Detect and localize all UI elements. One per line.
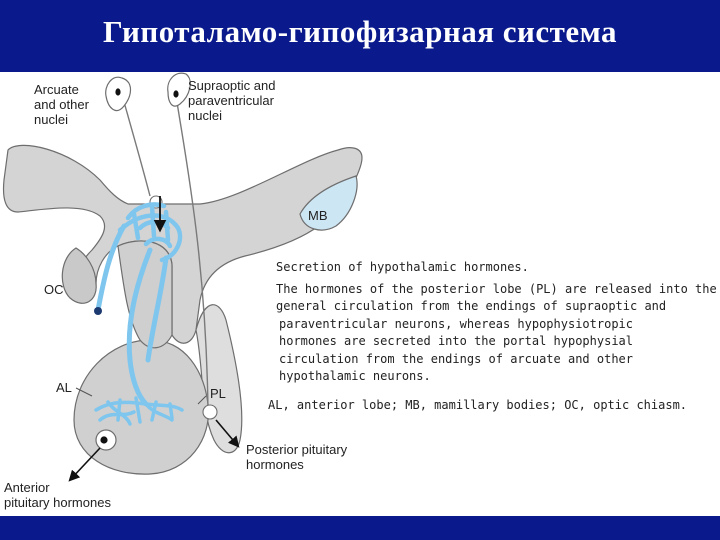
- bottom-bar: [0, 516, 720, 540]
- abbreviations-caption: AL, anterior lobe; MB, mamillary bodies; OC, optic chiasm.: [268, 398, 688, 412]
- caption-heading: Secretion of hypothalamic hormones.: [276, 260, 529, 274]
- al-label: AL: [56, 380, 72, 395]
- anterior-hormones-arrow: [70, 448, 100, 480]
- arcuate-nucleus-dot: [115, 88, 120, 95]
- slide-title: Гипоталамо-гипофизарная система: [102, 14, 618, 49]
- portal-vessel-end: [94, 307, 102, 315]
- anterior-hormones-label: Anterior pituitary hormones: [4, 480, 111, 510]
- pl-label: PL: [210, 386, 226, 401]
- anterior-cell-nucleus: [100, 436, 107, 443]
- mb-label: MB: [308, 208, 328, 223]
- oc-label: OC: [44, 282, 64, 297]
- supraoptic-nuclei-label: Supraoptic and paraventricular nuclei: [188, 78, 276, 123]
- figure-caption: Secretion of hypothalamic hormones. The hormones of the posterior lobe (PL) are released into the general circulation from the endings of supraoptic and paraventricular neurons, whereas hypophysiotropic hormones are secreted into the portal hypophysial circulation from the endings of arcuate and other hypothalamic neurons.: [276, 260, 717, 383]
- arcuate-nuclei-label: Arcuate and other nuclei: [34, 82, 89, 127]
- supraoptic-neuron-cell: [168, 73, 191, 106]
- supraoptic-nucleus-dot: [173, 90, 178, 97]
- posterior-hormones-label: Posterior pituitary hormones: [246, 442, 348, 472]
- supraoptic-axon-ending: [203, 405, 217, 419]
